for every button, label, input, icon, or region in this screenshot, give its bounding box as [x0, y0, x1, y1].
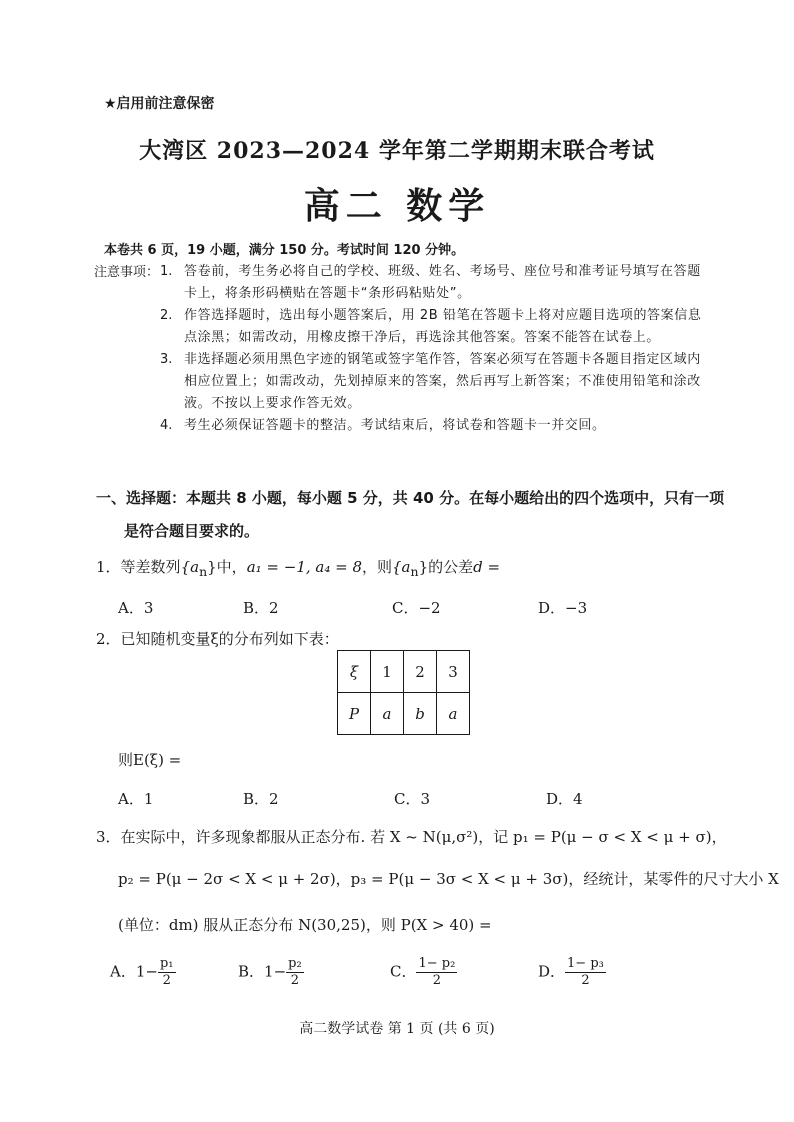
option-a[interactable] [118, 788, 153, 809]
note-item [160, 415, 710, 437]
exam-title: 大湾区 2023—2024 学年第二学期期末联合考试 [139, 138, 655, 164]
option-d[interactable] [546, 788, 583, 809]
option-d[interactable] [538, 956, 606, 989]
table-row [338, 693, 470, 735]
equals-sign: = [482, 558, 501, 576]
option-prefix: 1− [135, 962, 158, 981]
option-label: D． [546, 790, 574, 808]
question-3-line-2: p₂ = P(μ − 2σ < X < μ + 2σ)，p₃ = P(μ − 3σ < X < μ + 3σ)，经统计，某零件的尺寸大小 X [118, 870, 779, 888]
sequence-subscript: n [410, 564, 419, 579]
question-number: 1． [96, 558, 121, 576]
option-value: 3 [143, 599, 154, 617]
table-cell: 1 [371, 651, 404, 693]
note-text: 答卷前，考生务必将自己的学校、班级、姓名、考场号、座位号和准考证号填写在答题卡上，将条形码横贴在答题卡“条形码粘贴处”。 [184, 264, 701, 301]
note-text: 考生必须保证答题卡的整洁。考试结束后，将试卷和答题卡一并交回。 [184, 418, 606, 433]
note-item [160, 349, 710, 415]
question-1 [96, 556, 500, 579]
option-prefix: 1− [264, 962, 287, 981]
table-cell [338, 651, 371, 693]
option-value: −3 [565, 599, 588, 617]
option-c[interactable] [392, 597, 441, 618]
page-footer: 高二数学试卷 第 1 页 (共 6 页) [299, 1021, 495, 1037]
question-3-line-3: (单位：dm) 服从正态分布 N(30,25)，则 P(X > 40) = [118, 916, 492, 934]
notes-label: 注意事项： [94, 265, 160, 280]
fraction-numerator: 1− p₃ [567, 956, 604, 971]
question-text: 已知随机变量ξ的分布列如下表： [120, 630, 339, 648]
distribution-table [337, 650, 470, 735]
question-text: 等差数列 [120, 558, 181, 576]
option-d[interactable] [538, 597, 587, 618]
fraction [286, 956, 304, 989]
question-number: 3． [96, 828, 121, 846]
note-text: 作答选择题时，选出每小题答案后，用 2B 铅笔在答题卡上将对应题目选项的答案信息点涂黑；如需改动，用橡皮擦干净后，再选涂其他答案。答案不能答在试卷上。 [184, 308, 702, 345]
option-label: D． [538, 962, 566, 981]
fraction [158, 956, 176, 989]
fraction-denominator: 2 [581, 973, 590, 988]
question-2 [96, 628, 339, 649]
option-label: D． [538, 599, 566, 617]
sequence-brace: } [418, 558, 429, 576]
cell-value: b [415, 704, 425, 723]
fraction-denominator: 2 [432, 973, 442, 988]
section-heading-continued: 是符合题目要求的。 [124, 522, 260, 540]
cell-value: a [448, 704, 458, 723]
option-label: A． [118, 599, 144, 617]
question-text: 中， [216, 558, 247, 576]
note-number: 3. [160, 352, 173, 367]
cell-value: ξ [349, 662, 359, 681]
exam-info: 本卷共 6 页，19 小题，满分 150 分。考试时间 120 分钟。 [104, 243, 465, 258]
option-label: C． [390, 962, 417, 981]
note-item [160, 261, 710, 305]
note-number: 4. [160, 418, 173, 433]
sequence-symbol: {a [180, 558, 200, 576]
option-value: 2 [269, 599, 279, 617]
question-text: 在实际中，许多现象都服从正态分布. 若 X ~ N(μ,σ²)，记 p₁ = P(μ − σ < X < μ + σ)， [120, 828, 727, 846]
cell-value: P [348, 704, 360, 723]
fraction-numerator: 1− p₂ [418, 956, 456, 971]
option-b[interactable] [238, 956, 304, 989]
confidential-mark: ★启用前注意保密 [104, 96, 215, 112]
fraction [565, 956, 606, 989]
note-number: 1. [160, 264, 173, 279]
cell-value: a [382, 704, 392, 723]
option-label: B． [238, 962, 265, 981]
subject-title: 高二 数学 [303, 185, 491, 227]
question-number: 2． [96, 630, 121, 648]
option-a[interactable] [110, 956, 176, 989]
fraction-denominator: 2 [290, 973, 300, 988]
table-cell [437, 693, 470, 735]
note-item [160, 305, 710, 349]
sequence-symbol: {a [392, 558, 411, 576]
option-label: C． [394, 790, 421, 808]
option-label: C． [392, 599, 419, 617]
table-cell: 2 [404, 651, 437, 693]
option-b[interactable] [243, 788, 279, 809]
notes-list [160, 261, 710, 437]
question-3 [96, 826, 727, 847]
option-label: B． [243, 790, 270, 808]
option-b[interactable] [243, 597, 279, 618]
option-value: 4 [573, 790, 583, 808]
option-label: A． [110, 962, 136, 981]
option-label: B． [243, 599, 270, 617]
option-label: A． [118, 790, 144, 808]
question-text: ，则 [362, 558, 393, 576]
table-row [338, 651, 470, 693]
option-value: 1 [143, 790, 154, 808]
option-c[interactable] [390, 956, 457, 989]
option-value: −2 [418, 599, 441, 617]
option-value: 2 [269, 790, 279, 808]
fraction-numerator: p₁ [159, 956, 174, 971]
option-value: 3 [420, 790, 431, 808]
section-heading: 一、选择题：本题共 8 小题，每小题 5 分，共 40 分。在每小题给出的四个选项中，只有一项 [96, 489, 725, 507]
table-cell [371, 693, 404, 735]
note-text: 非选择题必须用黑色字迹的钢笔或签字笔作答，答案必须写在答题卡各题目指定区域内相应位置上；如需改动，先划掉原来的答案，然后再写上新答案；不准使用铅笔和涂改液。不按以上要求作答无效。 [184, 352, 701, 411]
option-c[interactable] [394, 788, 430, 809]
note-number: 2. [160, 308, 173, 323]
sequence-brace: } [207, 558, 217, 576]
table-cell [338, 693, 371, 735]
sequence-subscript: n [199, 564, 208, 579]
fraction [416, 956, 457, 989]
condition: a₁ = −1, a₄ = 8 [246, 558, 362, 576]
table-cell [404, 693, 437, 735]
fraction-denominator: 2 [162, 973, 171, 988]
option-a[interactable] [118, 597, 153, 618]
fraction-numerator: p₂ [288, 956, 302, 971]
question-2-ask: 则E(ξ) = [118, 751, 182, 769]
question-text: 的公差 [428, 558, 474, 576]
variable-d: d [473, 558, 483, 576]
table-cell: 3 [437, 651, 470, 693]
